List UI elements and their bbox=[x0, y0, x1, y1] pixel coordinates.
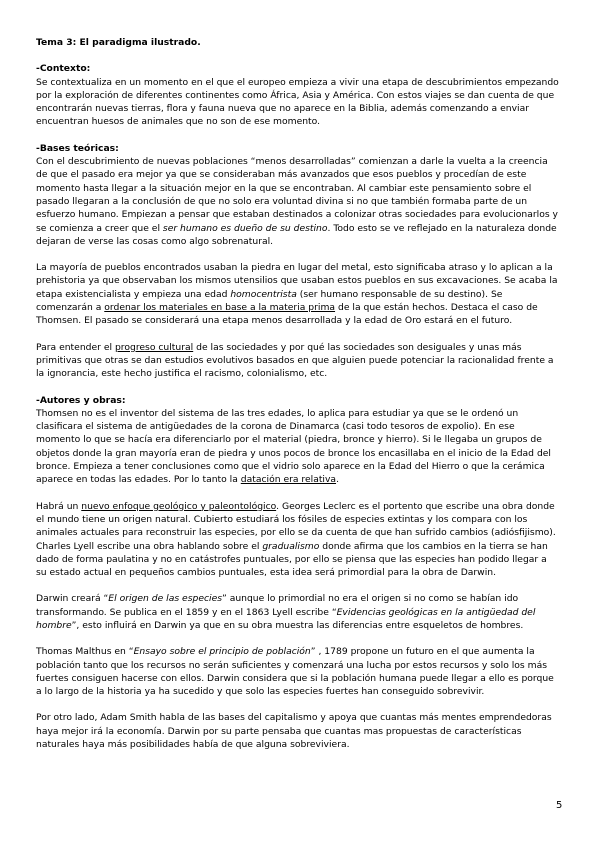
paragraph-autores-3 bbox=[36, 592, 560, 632]
underlined-text: datación era relativa bbox=[240, 474, 337, 486]
text-run: Habrá un bbox=[36, 500, 82, 512]
emphasis-text: homocentrista bbox=[230, 288, 297, 300]
page-number: 5 bbox=[556, 800, 563, 811]
text-run: . bbox=[336, 474, 339, 486]
paragraph-autores-4 bbox=[36, 645, 560, 698]
text-run: de las sociedades y por qué las sociedades son desiguales y unas más primitivas que otras se dan estudios evolutivos basados en que alguien puede potenciar la racionalidad frente a la ignorancia, este hecho justifica el racismo, colonialismo, etc. bbox=[36, 341, 554, 380]
text-run: Para entender el bbox=[36, 341, 115, 353]
text-run: donde afirma que los cambios en la tierra se han dado de forma paulatina y no en catástrofes puntuales, por ello se piensa que las especies han podido llegar a su estado actual en pequeños cambios puntuales, esta idea será primordial para la obra de Darwin. bbox=[36, 540, 548, 579]
text-run: Thomas Malthus en “ bbox=[36, 646, 134, 658]
paragraph-autores-5: Por otro lado, Adam Smith habla de las bases del capitalismo y apoya que cuantas más mentes emprendedoras haya mejor irá la economía. Darwin por su parte pensaba que cuantas mas propuestas de características naturales haya más posibilidades había de que alguna sobreviviera. bbox=[36, 712, 552, 751]
document-page bbox=[36, 36, 560, 764]
text-run: Darwin creará “ bbox=[36, 593, 109, 605]
text-run: de la que están hechos. Destaca el caso de Thomsen. El pasado se considerará una etapa menos desarrollada y la edad de Oro estará en el futuro. bbox=[36, 302, 538, 327]
section-heading-autores: -Autores y obras: bbox=[36, 394, 126, 406]
page-title: Tema 3: El paradigma ilustrado. bbox=[36, 37, 201, 48]
paragraph-autores-2 bbox=[36, 500, 560, 580]
emphasis-text: El origen de las especies bbox=[108, 593, 223, 605]
paragraph-contexto: Se contextualiza en un momento en el que el europeo empieza a vivir una etapa de descubrimientos empezando por la exploración de diferentes continentes como África, Asia y América. Con estos viajes se dan cuenta de que encontrarán nuevas tierras, flora y fauna nueva que no aparece en la Biblia, además comenzando a enviar encuentran huesos de animales que no son de ese momento. bbox=[36, 76, 559, 128]
text-run: (ser humano responsable de su destino). Se comenzarán a bbox=[36, 288, 503, 314]
paragraph-bases-3 bbox=[36, 341, 560, 381]
emphasis-text: ser humano es dueño de su destino bbox=[162, 222, 328, 234]
underlined-text: nuevo enfoque geológico y paleontológico bbox=[81, 500, 277, 512]
underlined-text: progreso cultural bbox=[114, 341, 194, 353]
text-run: ” aunque lo primordial no era el origen si no como se habían ido transformando. Se publica en el 1859 y en el 1863 Lyell escribe “ bbox=[36, 593, 519, 618]
paragraph-autores-1 bbox=[36, 407, 560, 487]
paragraph-bases-2 bbox=[36, 261, 560, 327]
emphasis-text: gradualismo bbox=[262, 540, 320, 552]
text-run: . Georges Leclerc es el portento que escribe una obra donde el mundo tiene un origen natural. Cubierto estudiará los fósiles de especies extintas y los compara con los animales actuales para reconstruir las especies, por ello se da cuenta de que han sufrido cambios (adiósfijismo). Charles Lyell escribe una obra hablando sobre el bbox=[36, 500, 556, 552]
text-run: ” , 1789 propone un futuro en el que aumenta la población tanto que los recursos no serán suficientes y comenzará una lucha por estos recursos y solo los más fuertes consiguen hacerse con ellos. Darwin considera que si la población humana puede llegar a ello es porque a lo largo de la historia ya ha sucedido y que solo las especies fuertes han conseguido sobrevivir. bbox=[36, 646, 554, 698]
section-heading-bases: -Bases teóricas: bbox=[36, 142, 119, 154]
text-run: Con el descubrimiento de nuevas poblaciones “menos desarrolladas” comienzan a darle la vuelta a la creencia de que el pasado era mejor ya que se consideraban más avanzados que esos pueblos y procedían de este momento hasta llegar a la situación mejor en la que se encontraban. Al cambiar este pensamiento sobre el pasado llegaran a la conclusión de que no solo era voluntad divina si no que también formaba parte de un esfuerzo humano. Empiezan a pensar que estaban destinados a colonizar otras sociedades para evolucionarlos y se comienza a creer que el bbox=[36, 156, 558, 234]
text-run: La mayoría de pueblos encontrados usaban la piedra en lugar del metal, esto significaba atraso y lo aplican a la prehistoria ya que observaban los mismos utensilios que usaban estos pueblos en sus excavaciones. Se acaba la etapa existencialista y empieza una edad bbox=[36, 262, 558, 300]
text-run: . Todo esto se ve reflejado en la naturaleza donde dejaran de verse las cosas como algo sobrenatural. bbox=[36, 222, 557, 247]
paragraph-bases-1 bbox=[36, 155, 560, 248]
text-run: ”, esto influirá en Darwin ya que en su obra muestra las diferencias entre esqueletos de hombres. bbox=[71, 619, 524, 631]
section-heading-contexto: -Contexto: bbox=[36, 63, 91, 75]
emphasis-text: Ensayo sobre el principio de población bbox=[133, 646, 311, 658]
text-run: Thomsen no es el inventor del sistema de las tres edades, lo aplica para estudiar ya que se le ordenó un clasificara el sistema de antigüedades de la corona de Dinamarca (casi todo tesoros de expolio). En ese momento lo que se hacía era diferenciarlo por el material (piedra, bronce y hierro). Si le llegaba un grupos de objetos donde la gran mayoría eran de piedra y unos pocos de bronce los encasillaba en el inicio de la Edad del bronce. Empieza a tener conclusiones como que el vidrio solo aparece en la Edad del Hierro o que la cerámica aparece en todas las edades. Por lo tanto la bbox=[36, 407, 551, 486]
emphasis-text: Evidencias geológicas en la antigüedad del hombre bbox=[36, 606, 536, 631]
underlined-text: ordenar los materiales en base a la materia prima bbox=[104, 302, 336, 314]
